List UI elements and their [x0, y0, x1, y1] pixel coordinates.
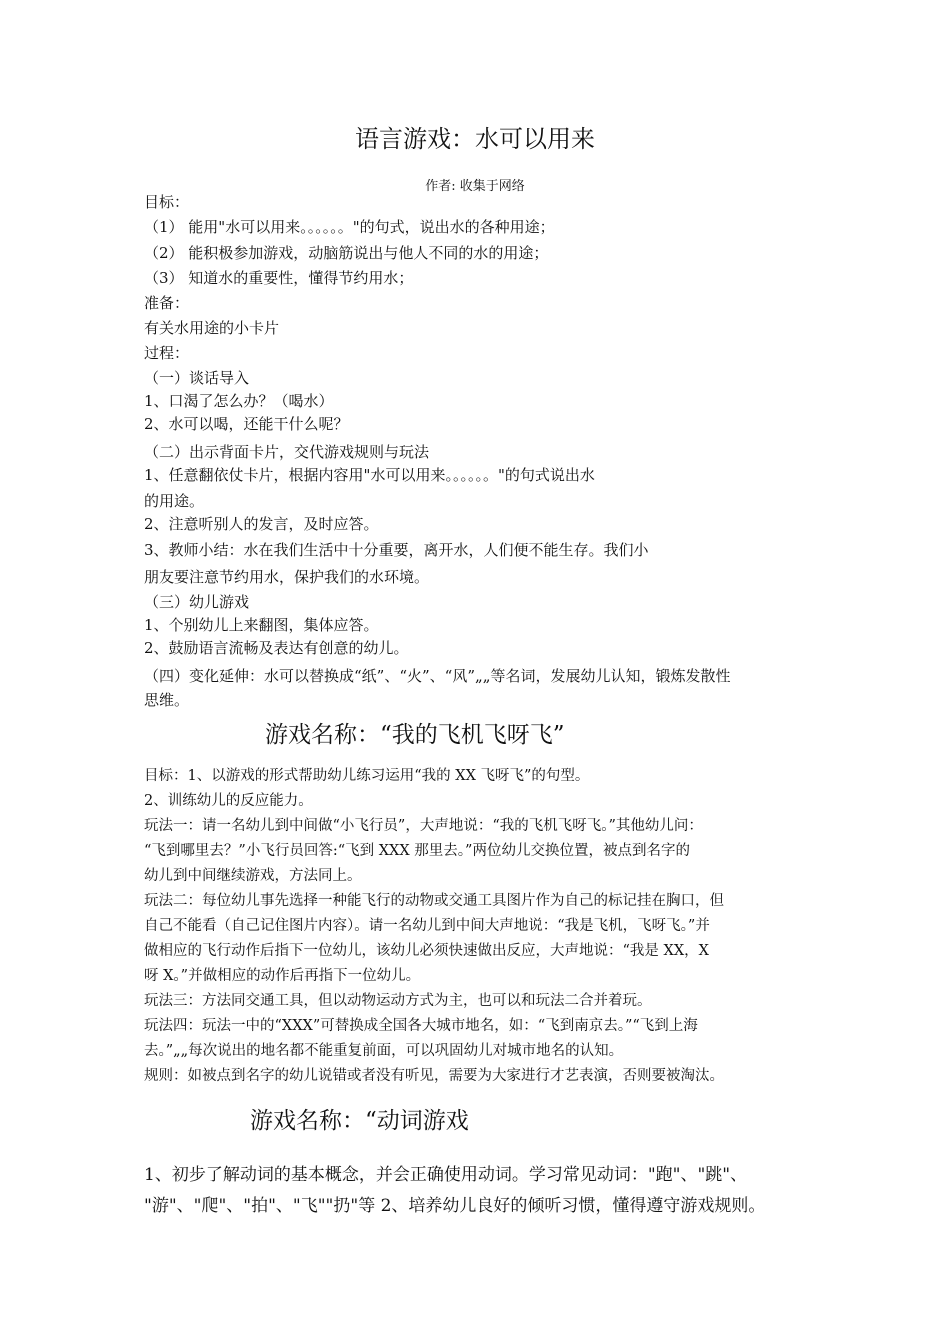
text-line: 3、教师小结：水在我们生活中十分重要，离开水，人们便不能生存。我们小 [144, 541, 649, 559]
section-title: 游戏名称：“我的飞机飞呀飞” [265, 722, 565, 748]
section-title: 游戏名称：“动词游戏 [250, 1108, 469, 1134]
text-line: 去。”„„每次说出的地名都不能重复前面，可以巩固幼儿对城市地名的认知。 [144, 1043, 624, 1059]
text-line: 1、口渴了怎么办？（喝水） [144, 392, 334, 410]
text-line: （二）出示背面卡片，交代游戏规则与玩法 [144, 443, 430, 461]
text-line: 规则：如被点到名字的幼儿说错或者没有听见，需要为大家进行才艺表演，否则要被淘汰。 [144, 1068, 724, 1084]
document-title: 语言游戏：水可以用来 [355, 125, 595, 153]
text-line: 玩法三：方法同交通工具，但以动物运动方式为主，也可以和玩法二合并着玩。 [144, 993, 652, 1009]
text-line: 1、个别幼儿上来翻图，集体应答。 [144, 616, 379, 634]
text-line: （2） 能积极参加游戏，动脑筋说出与他人不同的水的用途； [144, 244, 549, 262]
text-line: 目标： [144, 193, 190, 211]
text-line: （四）变化延伸：水可以替换成“纸”、“火”、“风”„„等名词，发展幼儿认知，锻炼发散性 [144, 667, 731, 685]
text-line: 自己不能看（自己记住图片内容）。请一名幼儿到中间大声地说：“我是飞机，飞呀飞。”并 [144, 918, 710, 934]
text-line: 呀 X。”并做相应的动作后再指下一位幼儿。 [144, 968, 421, 984]
text-line: （一）谈话导入 [144, 369, 250, 387]
text-line: “飞到哪里去？”小飞行员回答:“飞到 XXX 那里去。”两位幼儿交换位置，被点到名字的 [144, 843, 690, 859]
text-line: 2、水可以喝，还能干什么呢？ [144, 415, 349, 433]
text-line: 幼儿到中间继续游戏，方法同上。 [144, 868, 362, 884]
text-line: 1、初步了解动词的基本概念，并会正确使用动词。学习常见动词："跑"、"跳"、 [144, 1165, 748, 1185]
text-line: 2、鼓励语言流畅及表达有创意的幼儿。 [144, 639, 409, 657]
author-line: 作者: 收集于网络 [425, 179, 525, 194]
text-line: （3） 知道水的重要性，懂得节约用水； [144, 269, 414, 287]
text-line: 朋友要注意节约用水，保护我们的水环境。 [144, 568, 430, 586]
text-line: "游"、"爬"、"拍"、"飞""扔"等 2、培养幼儿良好的倾听习惯，懂得遵守游戏规则。 [144, 1196, 766, 1216]
text-line: 2、训练幼儿的反应能力。 [144, 793, 313, 809]
text-line: 做相应的飞行动作后指下一位幼儿，该幼儿必须快速做出反应，大声地说：“我是 XX，X [144, 943, 709, 959]
text-line: 玩法二：每位幼儿事先选择一种能飞行的动物或交通工具图片作为自己的标记挂在胸口，但 [144, 893, 724, 909]
text-line: 的用途。 [144, 492, 205, 510]
text-line: 准备： [144, 294, 190, 312]
text-line: 过程： [144, 344, 190, 362]
text-line: 2、注意听别人的发言，及时应答。 [144, 515, 379, 533]
text-line: 玩法四：玩法一中的“XXX”可替换成全国各大城市地名，如：“飞到南京去。”“飞到上海 [144, 1018, 698, 1034]
text-line: 有关水用途的小卡片 [144, 319, 280, 337]
text-line: （三）幼儿游戏 [144, 593, 250, 611]
text-line: 思维。 [144, 691, 190, 709]
text-line: 玩法一：请一名幼儿到中间做“小飞行员”，大声地说：“我的飞机飞呀飞。”其他幼儿问： [144, 818, 703, 834]
text-line: 1、任意翻依仗卡片，根据内容用"水可以用来。。。。。。"的句式说出水 [144, 466, 595, 484]
text-line: 目标：1、以游戏的形式帮助幼儿练习运用“我的 XX 飞呀飞”的句型。 [144, 768, 590, 784]
text-line: （1） 能用"水可以用来。。。。。。"的句式，说出水的各种用途； [144, 218, 555, 236]
